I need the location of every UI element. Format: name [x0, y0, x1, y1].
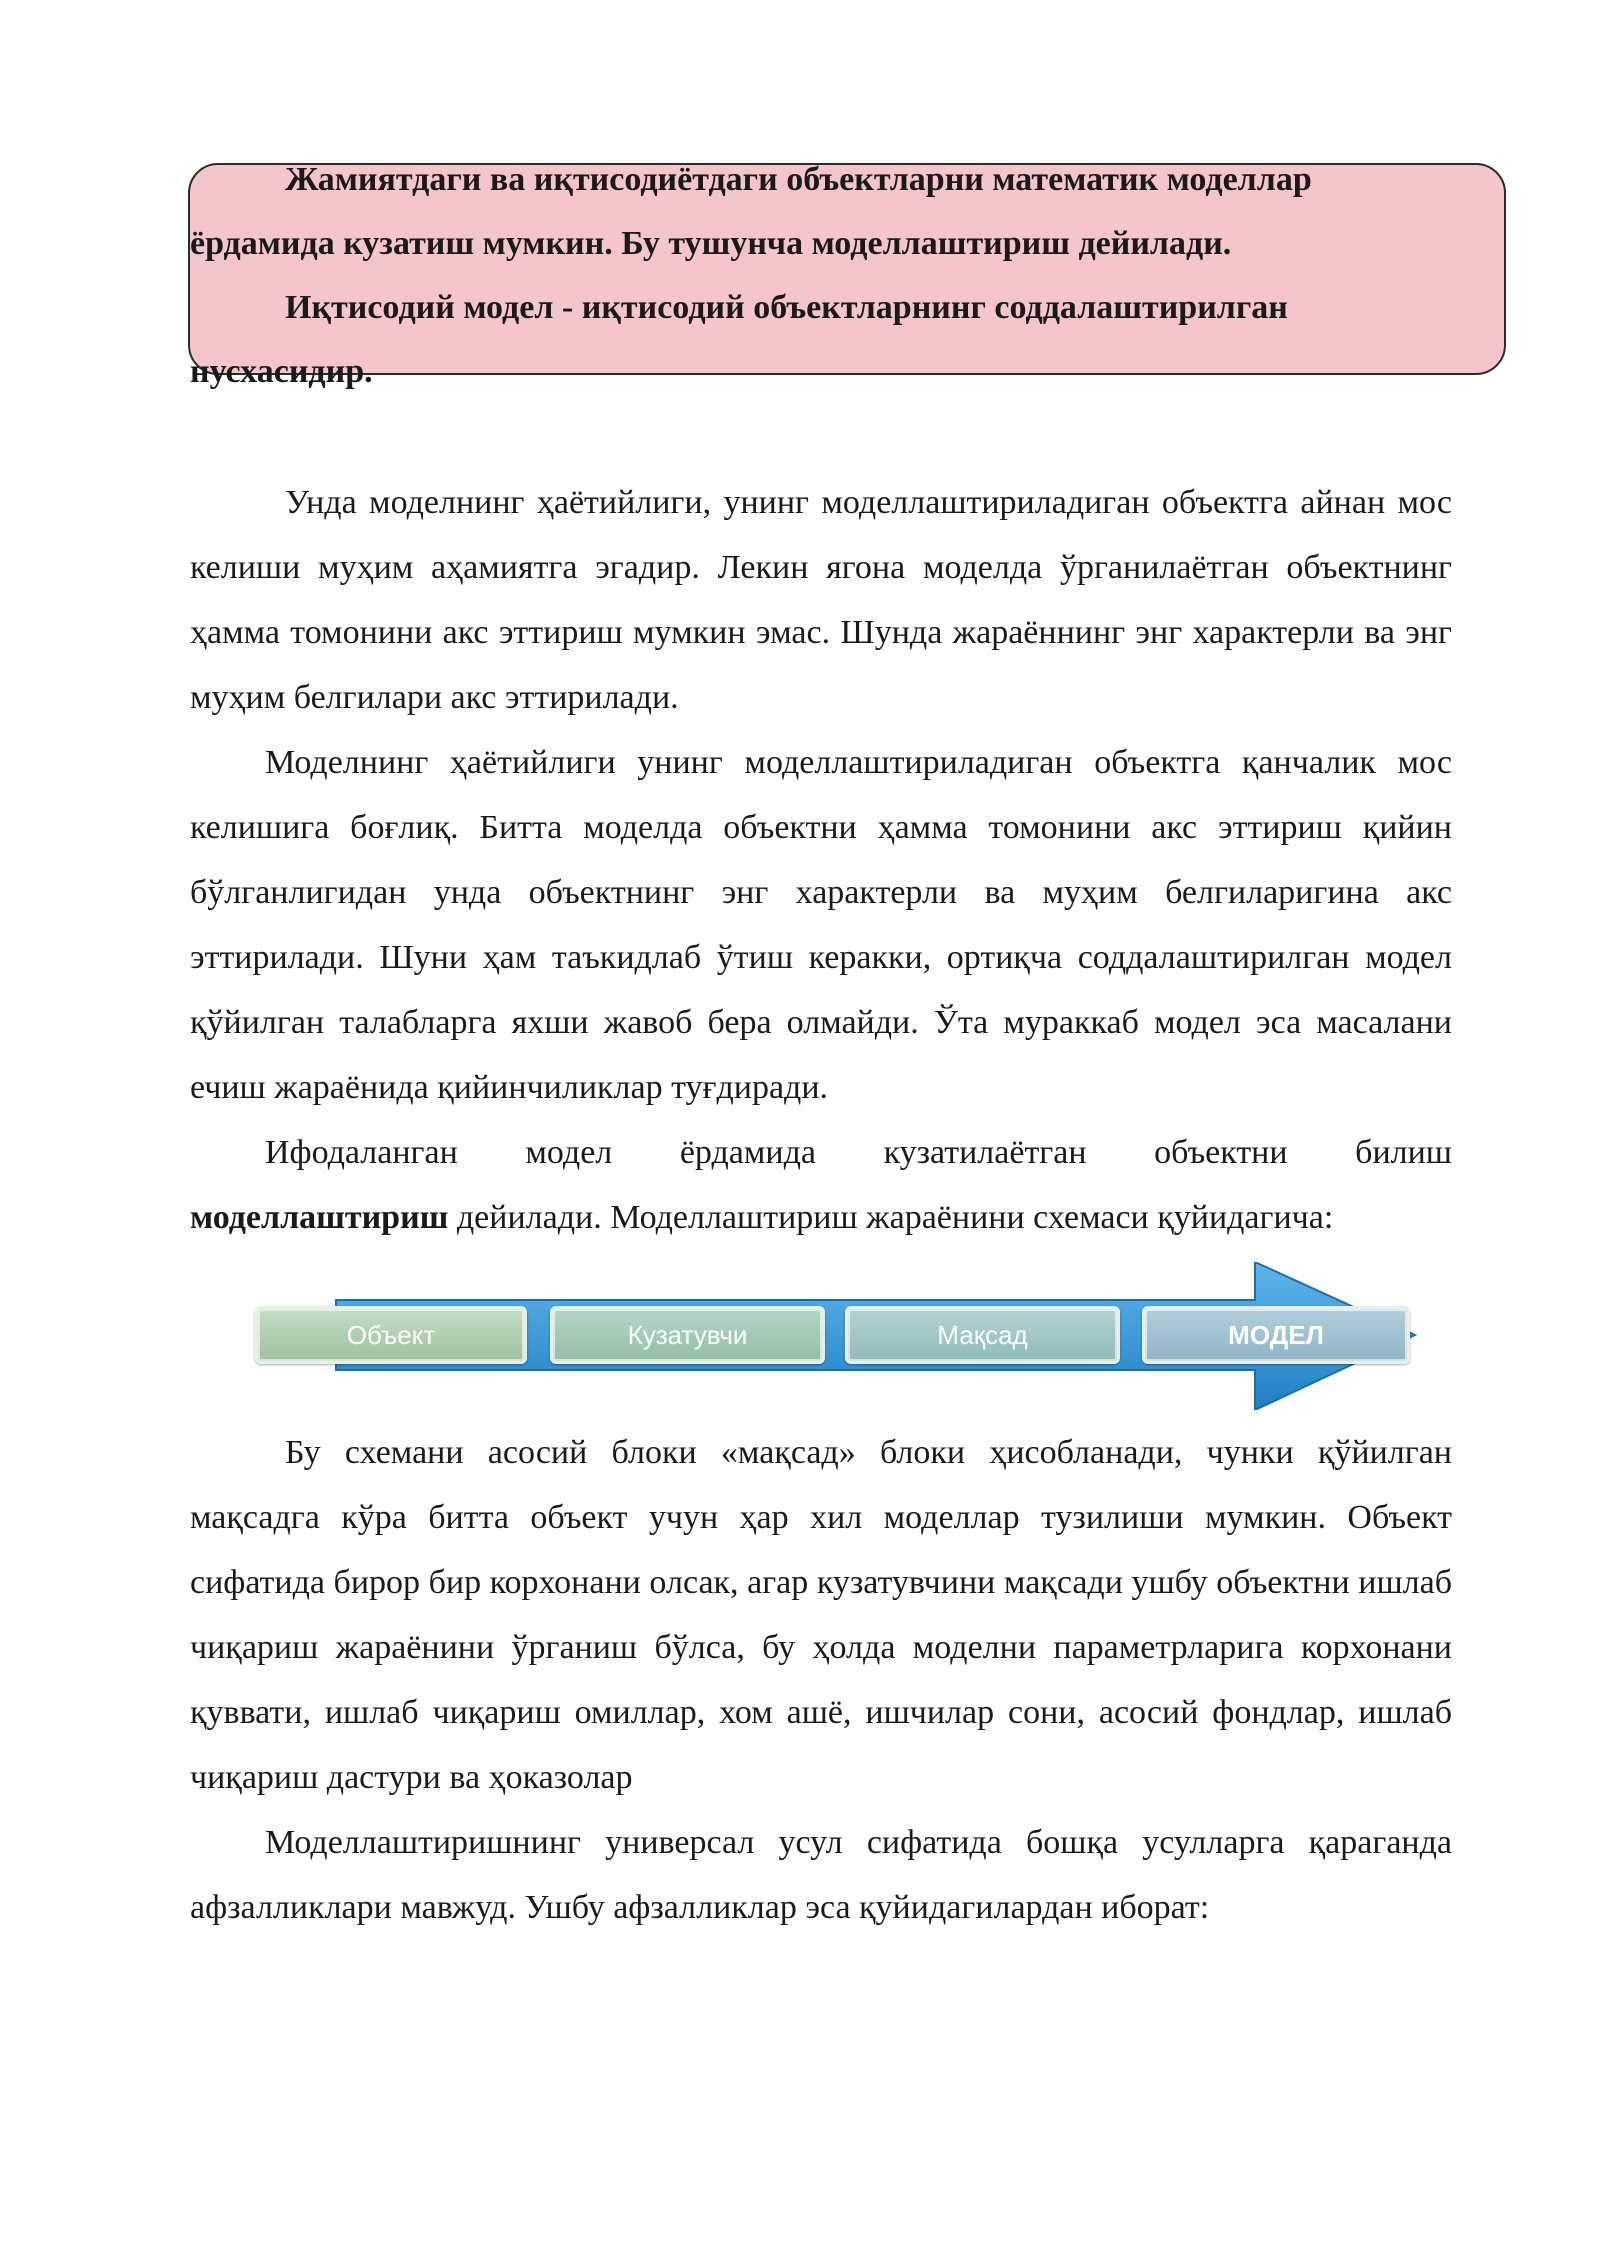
body-text-upper	[190, 470, 1452, 1250]
paragraph-modeling-advantages: Моделлаштиришнинг универсал усул сифатида бошқа усулларга қараганда афзалликлари мавжуд. Ушбу афзалликлар эса қуйидагилардан иборат:	[190, 1824, 1452, 1926]
callout-paragraph-economic-model: Иқтисодий модел - иқтисодий объектларнинг соддалаштирилган нусхасидир.	[190, 289, 1288, 390]
body-text-lower	[190, 1420, 1452, 1940]
paragraph-modeling-definition-line2	[190, 1185, 1452, 1250]
modeling-definition-rest: дейилади. Моделлаштириш жараёнини схемаси қуйидагича:	[448, 1199, 1334, 1236]
diagram-block-goal: Мақсад	[845, 1306, 1120, 1364]
term-modeling: моделлаштириш	[190, 1199, 449, 1236]
diagram-block-object: Объект	[255, 1306, 527, 1364]
modeling-process-diagram	[250, 1262, 1420, 1410]
diagram-block-observer: Кузатувчи	[550, 1306, 825, 1364]
paragraph-modeling-definition-line1: Ифодаланган модел ёрдамида кузатилаётган объектни билиш	[265, 1134, 1452, 1171]
paragraph-goal-block: Бу схемани асосий блоки «мақсад» блоки ҳисобланади, чунки қўйилган мақсадга кўра битта объект учун ҳар хил моделлар тузилиши мумкин. Объект сифатида бирор бир корхонани олсак, агар кузатувчини мақсади ушбу объектни ишлаб чиқариш жараёнини ўрганиш бўлса, бу ҳолда моделни параметрларига корхонани қуввати, ишлаб чиқариш омиллар, хом ашё, ишчилар сони, асосий фондлар, ишлаб чиқариш дастури ва ҳоказолар	[190, 1434, 1452, 1796]
paragraph-model-viability: Унда моделнинг ҳаётийлиги, унинг моделлаштириладиган объектга айнан мос келиши муҳим аҳамиятга эгадир. Лекин ягона моделда ўрганилаётган объектнинг ҳамма томонини акс эттириш мумкин эмас. Шунда жараённинг энг характерли ва энг муҳим белгилари акс эттирилади.	[190, 484, 1452, 716]
paragraph-model-relevance: Моделнинг ҳаётийлиги унинг моделлаштириладиган объектга қанчалик мос келишига боғлиқ. Битта моделда объектни ҳамма томонини акс эттириш қийин бўлганлигидан унда объектнинг энг характерли ва муҳим белгиларигина акс эттирилади. Шуни ҳам таъкидлаб ўтиш керакки, ортиқча соддалаштирилган модел қўйилган талабларга яхши жавоб бера олмайди. Ўта мураккаб модел эса масалани ечиш жараёнида қийинчиликлар туғдиради.	[190, 744, 1452, 1106]
callout-paragraph-definition: Жамиятдаги ва иқтисодиётдаги объектларни математик моделлар ёрдамида кузатиш мумкин. Бу тушунча моделлаштириш дейилади.	[190, 161, 1312, 262]
diagram-block-model: МОДЕЛ	[1142, 1306, 1410, 1364]
highlight-callout-text	[190, 148, 1450, 404]
